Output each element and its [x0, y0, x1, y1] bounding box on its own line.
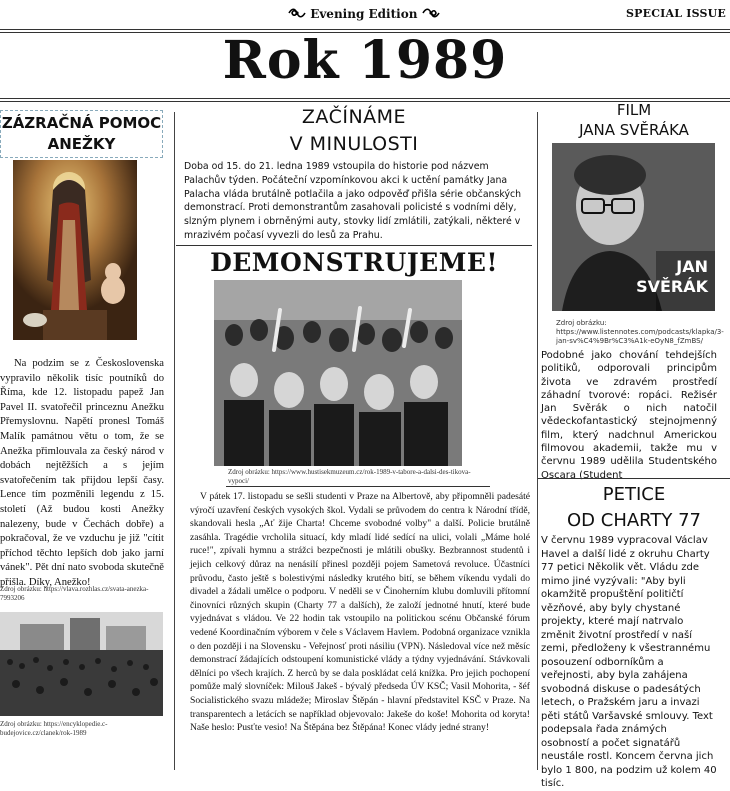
masthead-title: Rok 1989 — [222, 30, 508, 91]
anezka-headline — [0, 110, 163, 158]
anezka-headline-line1: ZÁZRAČNÁ POMOC — [1, 114, 162, 132]
palach-article-body: Doba od 15. do 21. ledna 1989 vstoupila do historie pod názvem Palachův týden. Počáteční vzpomínkovou akci k uctění památky Jana Palacha vláda brutálně potlačila a jako odpověď přišla série občanských demonstrací. Proti demonstrantům zasahovali policisté s vodními děly, slzným plynem i obrněnými auty, stovky lidí zmlátili, zatýkali, některé v mrazivém počasí vyvezli do lesů za Prahu. — [184, 161, 522, 241]
edition-text: Evening Edition — [310, 7, 418, 21]
rule-caption — [226, 486, 490, 487]
student-demonstration-image — [214, 280, 462, 466]
petice-headline-line1: PETICE — [602, 484, 666, 505]
palach-headline-line2: V MINULOSTI — [289, 133, 419, 155]
flourish-ornament-icon — [422, 6, 440, 20]
palach-headline-line1: ZAČÍNÁME — [301, 106, 407, 128]
petice-headline-line2: OD CHARTY 77 — [567, 510, 701, 531]
column-divider-left — [174, 112, 175, 770]
flourish-ornament-icon — [288, 6, 306, 20]
november-article-body: V pátek 17. listopadu se sešli studenti v Praze na Albertově, aby připomněli padesáté výročí uzavření českých vysokých škol. Vydali se průvodem do centra k Národní třídě, skandovali hesla „Ať žije Charta! Chceme svobodné volby" a další. Policie brutálně zasáhla. Tragédie vrcholila situací, kdy mladí lidé sedící na ulici, volali „Máme holé ruce!", zpívali hymnu a strážci bezpečnosti je mlátili obušky. Bezbrannost studentů i jejich celkový důraz na nenásilí přinesl později pojem Sametová revoluce. Účastníci průvodu, často ještě s bolestivými následky krutého bití, se během víkendu vydali do divadel a žádali umělce o podporu. V neděli se v Činoherním klubu domluvili přítomní činovníci různých skupin (Charty 77 a dalších), že založí jednotné hnutí, které bude vyjednávat s vládou. Ve 22 hodin tak vstoupilo na politickou scénu Občanské fórum vedené Koordinačním výborem v čele s Václavem Havlem. Podobná organizace vznikla o den později i na Slovensku - Veřejnosť proti násiliu (VPN). Následoval více než měsíc demonstrací žádajících odstoupení komunistické vlády a týdny vyjednávání. Stávkovali dělníci po všech krajích. Z herců by se dala poskládat celá knížka. Pro jejich pochopení pomůže malý slovníček: Milouš Jakeš - bývalý předseda ÚV KSČ; Vasil Mohorita, - šéf Socialistického svazu mládeže; Miroslav Štěpán - hlavní představitel KSČ v Praze. Na transparentech a letácích se například objevovalo: Jakeše do koše! Mohorita od koryta! Naše heslo: Pusťte vesio! Na Štěpána bez Štěpána! Konec vlády jedné strany! — [190, 491, 530, 734]
image-text-sverak: SVĚRÁK — [636, 277, 708, 296]
rule-masthead — [0, 98, 730, 99]
image-text-jan: JAN — [676, 257, 708, 276]
demonstration-image-caption: Zdroj obrázku: https://www.hustisekmuzeum.cz/rok-1989-v-tabore-a-dalsi-des-tikova-vypoci/ — [228, 468, 471, 485]
rule-demo — [176, 245, 532, 246]
demo-headline: DEMONSTRUJEME! — [210, 248, 498, 277]
anezka-article-body: Na podzim se z Československa vypravilo několik tisíc poutníků do Říma, kde 12. listopadu papež Jan Pavel II. svatořečil princeznu Anežku Přemyslovnu. Napětí pronesl Tomáš Malík památnou větu o tom, že se Anežka přimlouvala za český národ v dobách nejtěžších a s jejím svatořečením tak přijdou lepší časy. Lence tím pozměnili legendu z 15. století (Až budou kosti Anežky nalezeny, bude v Čechách dobře) a pokračoval, že ve vzduchu je již "cítit příchod těchto lepších dob jako jarní vánek". Pět dní nato svoboda skutečně přišla. Díky, Anežko! — [0, 358, 164, 588]
column-divider-right — [537, 112, 538, 770]
rule-petice — [538, 478, 730, 479]
anezka-headline-line2: ANEŽKY — [47, 135, 116, 153]
square-image-caption: Zdroj obrázku: https://encyklopedie.c-budejovice.cz/clanek/rok-1989 — [0, 720, 108, 737]
anezka-image-caption: Zdroj obrázku: https://vlava.rozhlas.cz/svata-anezka-7993206 — [0, 585, 149, 602]
square-protest-image — [0, 612, 163, 716]
film-headline-line1: FILM — [616, 101, 652, 119]
anezka-painting-image — [13, 160, 137, 340]
special-issue-label: SPECIAL ISSUE — [626, 7, 726, 20]
edition-label — [288, 6, 440, 21]
film-article-body: Podobné jako chování tehdejších politiků, odporovali principům života ve zdravém prostředí záhadní tvorové: ropáci. Režisér Jan Svěrák o nich natočil vědeckofantastický stejnojmenný film, který nadchnul Americkou filmovou akademii, takže mu v červnu 1989 udělila Studentského Oscara (Student — [541, 350, 717, 481]
top-bar — [0, 0, 730, 30]
film-headline-line2: JANA SVĚRÁKA — [579, 121, 689, 139]
sverak-image-caption: Zdroj obrázku: https://www.listennotes.com/podcasts/klapka/3-jan-sv%C4%9Br%C3%A1k-eOyN8_fZmBS/ — [556, 319, 724, 345]
petice-headline — [538, 482, 730, 534]
petice-article-body: V červnu 1989 vypracoval Václav Havel a další lidé z okruhu Charty 77 petici Několik vět. Vládu zde mimo jiné vyzývali: "Aby byli okamžitě propuštění političtí vězňové, aby byly chystané projekty, které mají natrvalo změnit životní prostředí v naší zemi, předloženy k všestrannému posouzení odborníkům a veřejnosti, aby byla zahájena svobodná diskuse o padesátých letech, o Pražském jaru a invazi pěti států Varšavské smlouvy. Text podepsala řada známých osobností a počet signatářů neustále rostl. Koncem června jich bylo 1 800, na podzim už kolem 40 tisíc. — [541, 535, 717, 789]
jan-sverak-portrait-image — [552, 143, 715, 311]
